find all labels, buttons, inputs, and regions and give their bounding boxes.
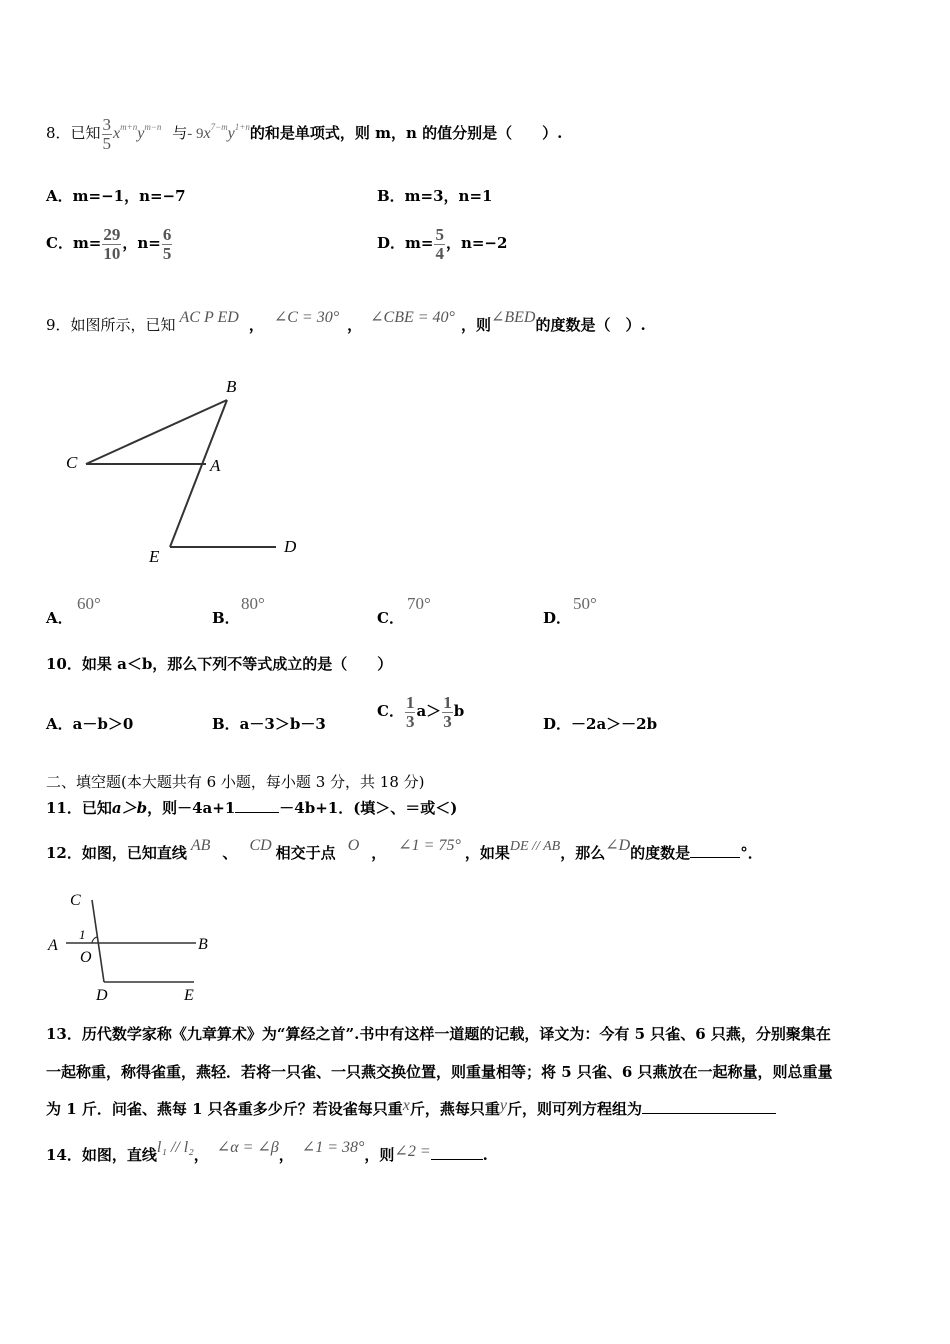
q14-cond-angle1: ∠1 = 38° (301, 1139, 365, 1156)
q13-line2: 一起称重，称得雀重，燕轻．若将一只雀、一只燕交换位置，则重量相等；将 5 只雀、6 只燕放在一起称量，则总重量 (46, 1063, 833, 1081)
q12-label-b: B (198, 936, 208, 953)
q9-option-d-value: 50° (573, 594, 597, 613)
q14-comma1: ， (193, 1146, 209, 1164)
q12-parallel: DE // AB (509, 839, 561, 854)
q12-then: ，那么 (560, 844, 606, 862)
q13-line3-post: 斤，则可列方程组为 (507, 1100, 643, 1118)
q9-option-b-value: 80° (241, 594, 265, 613)
q9-option-a-value: 60° (77, 594, 101, 613)
q9-label-e: E (149, 547, 160, 566)
q9-label-d: D (284, 537, 297, 556)
q8-option-c-m-den: 10 (103, 243, 121, 263)
q8-frac-den: 5 (102, 133, 112, 153)
q9-stem (46, 310, 646, 341)
q14-then: ，则 (364, 1146, 395, 1164)
q12-line-cd (92, 900, 104, 982)
q11-post: －4b+1．(填＞、＝或＜) (279, 799, 458, 817)
q9-cond-angle-c: ∠C = 30° (273, 309, 340, 326)
q12-unit: °． (740, 844, 763, 862)
q8-option-c-label: C．m= (46, 234, 102, 252)
q9-option-c-label: C． (377, 609, 404, 627)
q12-answer-blank[interactable] (690, 857, 740, 858)
q9-option-c-value: 70° (407, 594, 431, 613)
q8-option-b: B．m=3，n=1 (377, 187, 493, 205)
q12-label-c: C (70, 892, 81, 909)
q10-option-c-label: C． (377, 702, 404, 720)
q10-option-c-end: b (453, 702, 465, 720)
q13-answer-blank[interactable] (642, 1113, 776, 1114)
q14-comma2: ， (278, 1146, 294, 1164)
q8-term1 (113, 122, 162, 142)
q8-rest: 的和是单项式，则 m，n 的值分别是（ ）. (249, 124, 563, 142)
q10-option-b: B．a－3＞b－3 (212, 715, 326, 733)
q9-target-angle: ∠BED (490, 309, 536, 326)
q8-frac-num: 3 (102, 114, 112, 134)
q8-option-c-mid: ，n= (122, 234, 161, 252)
q8-stem (46, 104, 563, 153)
q8-option-c-n-den: 5 (162, 243, 172, 263)
q8-option-d-frac-m (434, 226, 445, 263)
q12-label-a: A (48, 937, 58, 954)
q8-term2 (203, 122, 250, 142)
q8-option-d-m-den: 4 (435, 243, 444, 263)
q14-end: . (482, 1146, 488, 1164)
q8-term2-coef: - 9 (187, 126, 204, 142)
q8-term2-y-exp: 1+n (234, 122, 250, 132)
q9-sep3: ，则 (460, 316, 491, 334)
q14-answer-blank[interactable] (431, 1159, 483, 1160)
q10-option-c-frac2-num: 1 (443, 692, 452, 712)
q10-option-c-frac1-den: 3 (405, 711, 415, 731)
q9-sep1: ， (248, 316, 264, 334)
q8-option-d-rest: ，n=−2 (445, 234, 508, 252)
q9-option-b-label: B． (212, 609, 240, 627)
q9-label-b: B (226, 377, 237, 396)
q12-sep: 、 (222, 844, 238, 862)
q12-stem (46, 836, 763, 872)
q12-label-o: O (80, 949, 92, 966)
q12-cond: ，如果 (464, 844, 510, 862)
q10-option-c-frac2-den: 3 (443, 711, 452, 731)
q12-line-cd: CD (249, 837, 272, 854)
q14-pre: 14．如图，直线 (46, 1146, 157, 1164)
q11-condition: a＞b (111, 799, 148, 817)
q12-label-e: E (184, 987, 194, 1004)
q12-mid: 相交于点 (275, 844, 336, 862)
q10-option-d: D．－2a＞－2b (543, 715, 658, 733)
q12-target-angle: ∠D (605, 837, 631, 854)
q8-term2-x-exp: 7−m (210, 122, 228, 132)
q14-target-angle: ∠2 = (394, 1143, 431, 1160)
q11-mid: ，则－4a+1 (147, 799, 236, 817)
q9-label-c: C (66, 453, 78, 472)
q12-angle-1: ∠1 = 75° (398, 837, 461, 854)
q10-stem: 10．如果 a＜b，那么下列不等式成立的是（ ） (46, 655, 393, 673)
q9-sep2: ， (347, 316, 363, 334)
q9-label-a: A (210, 456, 221, 475)
q8-option-a: A．m=−1，n=−7 (46, 187, 186, 205)
q9-option-a-label: A． (46, 609, 73, 627)
q8-number: 8．已知 (46, 124, 101, 142)
q9-figure (60, 372, 320, 572)
q12-line-ab: AB (190, 837, 211, 854)
q8-term1-y-exp: m−n (144, 122, 162, 132)
q13-line3 (46, 1099, 776, 1120)
q8-term1-y: y (137, 125, 145, 142)
q11-pre: 11．已知 (46, 799, 112, 817)
q9-cond-angle-cbe: ∠CBE = 40° (370, 309, 455, 326)
q10-option-c-frac2 (442, 694, 453, 731)
q12-comma: ， (371, 844, 387, 862)
q14-stem (46, 1140, 488, 1171)
q14-cond-alpha-beta: ∠α = ∠β (216, 1139, 279, 1156)
q12-figure (44, 888, 224, 1008)
q9-cond-parallel: AC P ED (179, 309, 239, 326)
q8-option-c-frac-m (102, 226, 121, 263)
q8-term1-x: x (113, 125, 121, 142)
q11-stem (46, 798, 457, 818)
q10-option-c-frac1-num: 1 (405, 692, 415, 712)
q12-label-1: 1 (79, 927, 86, 942)
q10-option-c (377, 690, 464, 732)
q8-option-d-m-num: 5 (435, 224, 444, 244)
q9-number: 9．如图所示，已知 (46, 316, 176, 334)
q8-option-d (377, 222, 507, 264)
q8-term2-x: x (203, 125, 211, 142)
q10-option-a: A．a－b＞0 (46, 715, 134, 733)
q8-term1-x-exp: m+n (120, 122, 138, 132)
q12-angle-1-arc (92, 937, 97, 943)
q11-answer-blank[interactable] (235, 812, 279, 813)
q8-option-c-m-num: 29 (103, 224, 121, 244)
q13-var-y: y (499, 1097, 507, 1114)
q12-label-d: D (96, 987, 108, 1004)
q13-line1: 13．历代数学家称《九章算术》为“算经之首”.书中有这样一道题的记载，译文为：今有 5 只雀、6 只燕，分别聚集在 (46, 1025, 831, 1043)
q9-rest: 的度数是（ ）. (535, 316, 646, 334)
q8-option-c (46, 222, 173, 264)
q13-line3-pre: 为 1 斤．问雀、燕每 1 只各重多少斤？若设雀每只重 (46, 1100, 403, 1118)
q13-var-x: x (402, 1097, 410, 1114)
q10-option-c-mid: a＞ (416, 702, 442, 720)
q8-option-c-frac-n (162, 226, 173, 263)
q13-line3-mid: 斤，燕每只重 (409, 1100, 500, 1118)
q9-option-d-label: D． (543, 609, 572, 627)
section2-title: 二、填空题(本大题共有 6 小题，每小题 3 分，共 18 分) (46, 773, 425, 791)
q8-option-c-n-num: 6 (162, 224, 172, 244)
q8-term2-y: y (227, 125, 235, 142)
q14-parallel-lines: l₁ // l₂ (156, 1139, 194, 1156)
q10-option-c-frac1 (405, 694, 416, 731)
q12-post: 的度数是 (630, 844, 691, 862)
q12-point-o: O (347, 837, 360, 854)
q8-frac-coef (102, 116, 113, 153)
q8-option-d-label: D．m= (377, 234, 434, 252)
q8-with: 与 (172, 124, 188, 142)
q12-pre: 12．如图，已知直线 (46, 844, 187, 862)
